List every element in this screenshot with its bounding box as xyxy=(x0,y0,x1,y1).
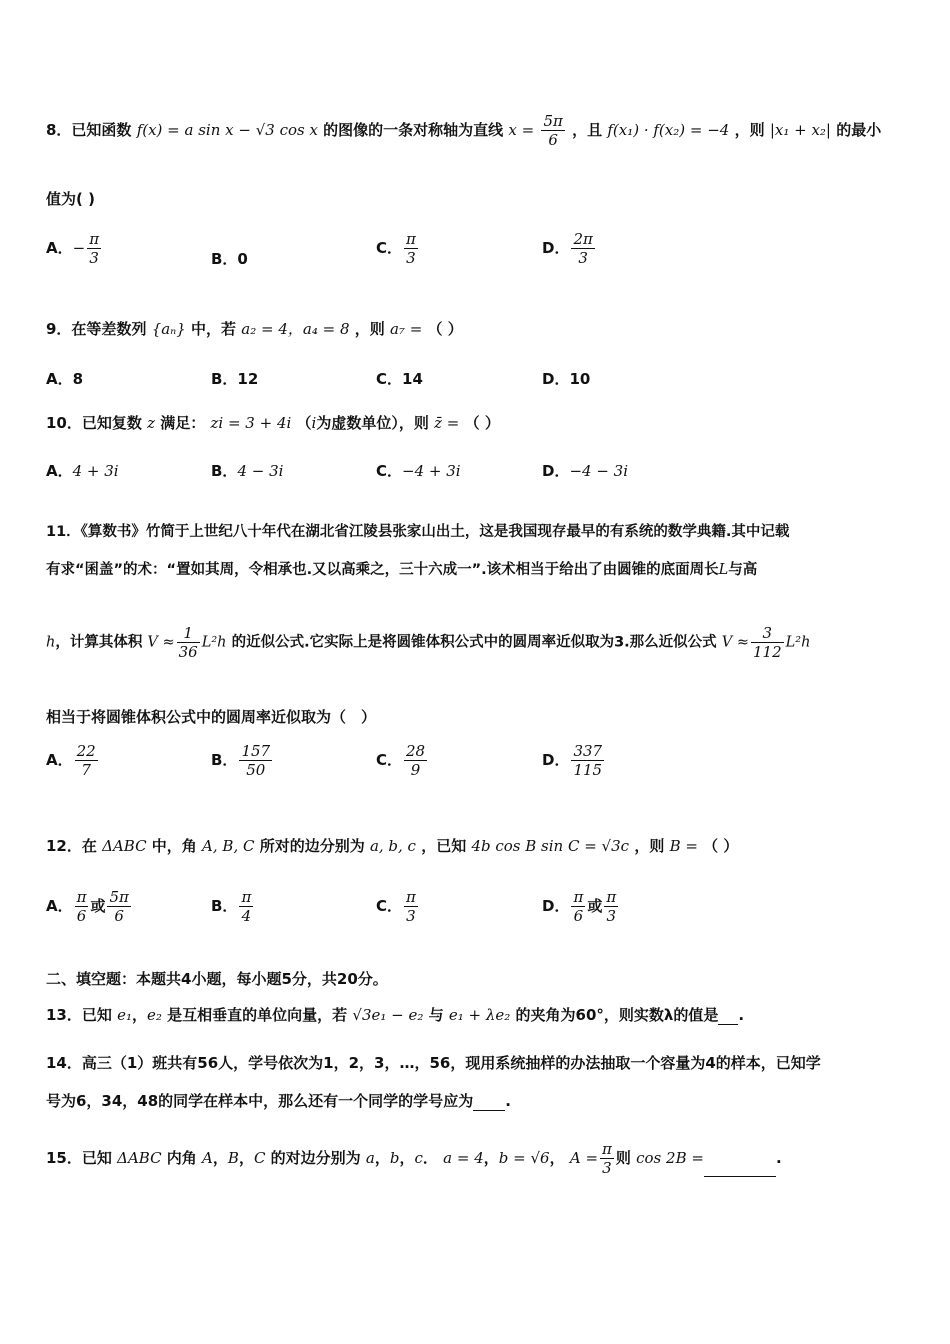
question-11-line-3: h，计算其体积 V ≈ $\frac{1}{36}$ L²h 的近似公式.它实际上是将圆锥体积公式中的圆周率近似取为3.那么近似公式 V ≈ $\frac{3}{112}$ L²h xyxy=(46,624,811,661)
question-12: 12．在 ΔABC 中，角 A, B, C 所对的边分别为 a, b, c ，已知 4b cos B sin C = √3c ，则 B = （ ） xyxy=(46,837,739,855)
q14-answer-blank[interactable] xyxy=(473,1110,505,1111)
question-9: 9．在等差数列 {aₙ} 中，若 a₂ = 4，a₄ = 8 ，则 a₇ = （ ） xyxy=(46,320,463,338)
q8-condition-prefix: ，且 xyxy=(572,121,603,139)
q10-option-a: A．4 + 3i xyxy=(46,462,119,480)
q9-target: a₇ = xyxy=(389,320,423,338)
q10-option-d: D．−4 − 3i xyxy=(542,462,629,480)
q13-answer-blank[interactable] xyxy=(718,1024,738,1025)
q12-option-b: B． $\frac{\pi}{4}$ xyxy=(211,888,252,925)
q9-option-c: C．14 xyxy=(376,370,423,388)
q8-condition-suffix: ，则 xyxy=(734,121,765,139)
question-13: 13．已知 e₁，e₂ 是互相垂直的单位向量，若 √3e₁ − e₂ 与 e₁ + λe₂ 的夹角为60°，则实数λ的值是 . xyxy=(46,1006,745,1024)
question-10: 10．已知复数 z 满足： zi = 3 + 4i （i为虚数单位），则 z̄ = （ ） xyxy=(46,414,500,432)
q8-option-b: B．0 xyxy=(211,250,248,268)
q9-option-d: D．10 xyxy=(542,370,591,388)
question-8-line-2: 值为( ) xyxy=(46,190,95,208)
question-14-line-2: 号为6，34，48的同学在样本中，那么还有一个同学的学号应为 . xyxy=(46,1092,511,1110)
section-2-heading: 二、填空题：本题共4小题，每小题5分，共20分。 xyxy=(46,970,388,988)
question-15: 15．已知 ΔABC 内角 A，B，C 的对边分别为 a，b，c． a = 4，b = √6， A = $\frac{\pi}{3}$ 则 cos 2B = . xyxy=(46,1140,782,1177)
q12-option-c: C． $\frac{\pi}{3}$ xyxy=(376,888,416,925)
q8-function: f(x) = a sin x − √3 cos x xyxy=(136,121,318,139)
q10-condition: zi = 3 + 4i xyxy=(210,414,292,432)
q9-sequence: {aₙ} xyxy=(151,320,186,338)
question-14-line-1: 14．高三（1）班共有56人，学号依次为1，2，3，…，56，现用系统抽样的办法抽取一个容量为4的样本，已知学 xyxy=(46,1054,821,1072)
q8-options xyxy=(46,230,910,270)
q9-option-a: A．8 xyxy=(46,370,84,388)
q11-options xyxy=(46,742,910,782)
q8-prefix: 8．已知函数 xyxy=(46,121,132,139)
q11-option-a: A． $\frac{22}{7}$ xyxy=(46,742,96,779)
q8-condition: f(x₁) · f(x₂) = −4 xyxy=(607,121,730,139)
q10-option-b: B．4 − 3i xyxy=(211,462,284,480)
q12-options xyxy=(46,888,910,928)
question-8-line-1 xyxy=(46,112,910,149)
q10-variable: z xyxy=(147,414,156,432)
q9-condition: a₂ = 4，a₄ = 8 xyxy=(241,320,350,338)
q8-absolute-value: |x₁ + x₂| xyxy=(769,121,831,139)
q12-condition: 4b cos B sin C = √3c xyxy=(471,837,630,855)
q8-tail: 的最小 xyxy=(836,121,882,139)
q8-axis-lhs: x = xyxy=(508,121,535,139)
q11-option-b: B． $\frac{157}{50}$ xyxy=(211,742,271,779)
q12-option-d: D． $\frac{\pi}{6}$ 或 $\frac{\pi}{3}$ xyxy=(542,888,617,925)
q10-options xyxy=(46,460,910,500)
q9-options xyxy=(46,368,910,408)
q12-option-a: A． $\frac{\pi}{6}$ 或 $\frac{5\pi}{6}$ xyxy=(46,888,129,925)
q10-option-c: C．−4 + 3i xyxy=(376,462,461,480)
question-11-line-1: 11．《算数书》竹简于上世纪八十年代在湖北省江陵县张家山出土，这是我国现存最早的有系统的数学典籍.其中记载 xyxy=(46,524,790,540)
q11-option-c: C． $\frac{28}{9}$ xyxy=(376,742,426,779)
q15-answer-blank[interactable] xyxy=(704,1176,776,1177)
q11-option-d: D． $\frac{337}{115}$ xyxy=(542,742,603,779)
q10-target: z̄ = xyxy=(434,414,460,432)
q8-middle-text: 的图像的一条对称轴为直线 xyxy=(323,121,504,139)
q8-option-d: D． $\frac{2\pi}{3}$ xyxy=(542,230,593,267)
q8-option-c: C． $\frac{\pi}{3}$ xyxy=(376,230,416,267)
q9-option-b: B．12 xyxy=(211,370,259,388)
q8-axis-fraction: $\frac{5\pi}{6}$ xyxy=(543,112,563,149)
question-11-line-2: 有求“囷盖”的术：“置如其周，令相承也.又以高乘之，三十六成一”.该术相当于给出了由圆锥的底面周长L与高 xyxy=(46,562,758,578)
q8-option-a: A．− $\frac{\pi}{3}$ xyxy=(46,230,100,267)
question-11-line-4: 相当于将圆锥体积公式中的圆周率近似取为（ ） xyxy=(46,708,377,726)
